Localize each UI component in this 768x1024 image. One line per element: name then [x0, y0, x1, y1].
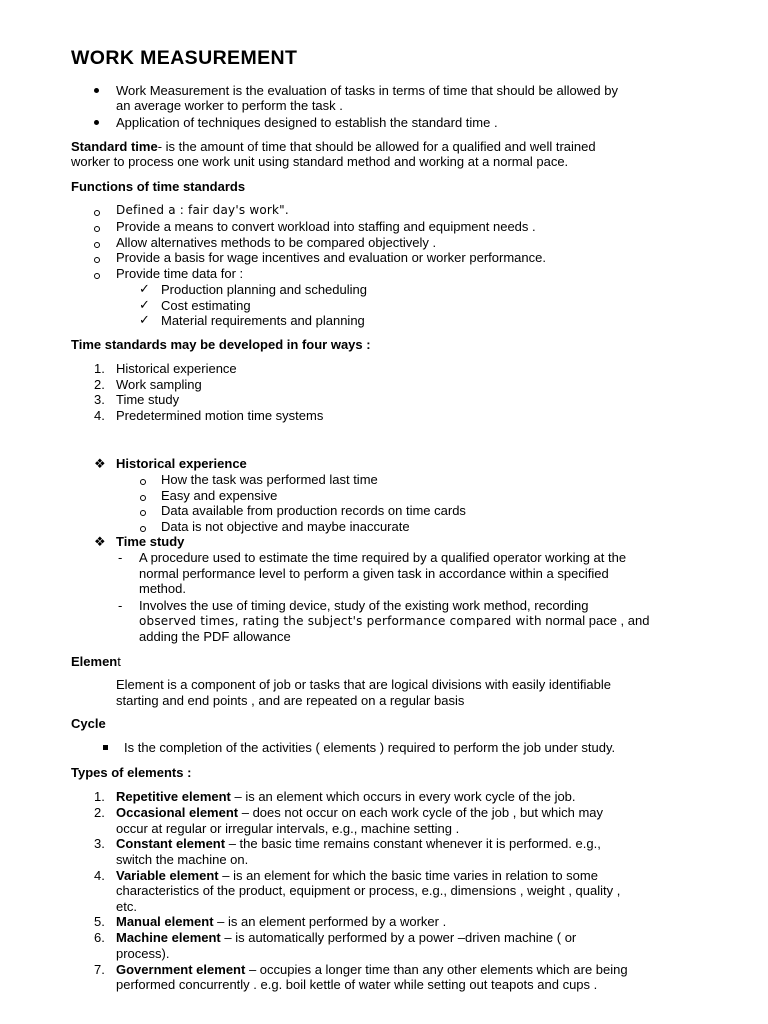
diamond-icon: ❖: [94, 456, 106, 471]
type-item-2: [116, 805, 603, 820]
check-icon: ✓: [139, 312, 150, 327]
function-sub-item-2: Cost estimating: [161, 298, 251, 313]
function-item-3: Allow alternatives methods to be compared objectively .: [116, 235, 437, 250]
time-study-d2-line-3: adding the PDF allowance: [139, 629, 291, 644]
intro-bullet-1-line-2: an average worker to perform the task .: [116, 98, 343, 113]
diamond-icon: ❖: [94, 534, 106, 549]
ways-number: 3.: [94, 392, 105, 407]
type-desc: – does not occur on each work cycle of the job , but which may: [238, 805, 604, 820]
type-item-4-line-3: etc.: [116, 899, 137, 914]
historical-item-1: How the task was performed last time: [161, 472, 378, 487]
element-line-1: Element is a component of job or tasks that are logical divisions with easily identifiable: [116, 677, 611, 692]
time-study-d1-line-3: method.: [139, 581, 186, 596]
sub-bullet-icon: [94, 226, 100, 232]
check-icon: ✓: [139, 281, 150, 296]
type-term: Machine element: [116, 930, 221, 945]
ways-heading: Time standards may be developed in four ways :: [71, 337, 371, 352]
way-item-2: Work sampling: [116, 377, 202, 392]
type-item-2-line-2: occur at regular or irregular intervals, e.g., machine setting .: [116, 821, 460, 836]
sub-bullet-icon: [140, 526, 146, 532]
type-term: Government element: [116, 962, 246, 977]
type-number: 2.: [94, 805, 105, 820]
standard-time-paragraph: [71, 139, 596, 154]
intro-bullet-1-line-1: Work Measurement is the evaluation of tasks in terms of time that should be allowed by: [116, 83, 618, 98]
type-term: Manual element: [116, 914, 214, 929]
ways-number: 1.: [94, 361, 105, 376]
type-item-7: [116, 962, 628, 977]
type-desc: – is an element performed by a worker .: [213, 914, 447, 929]
historical-item-4: Data is not objective and maybe inaccurate: [161, 519, 410, 534]
dash-marker: -: [118, 550, 123, 565]
historical-item-3: Data available from production records on time cards: [161, 503, 466, 518]
function-sub-item-3: Material requirements and planning: [161, 313, 365, 328]
time-study-d2-part-a: observed times, rating the subject's performance compared with: [139, 614, 542, 628]
type-item-3-line-2: switch the machine on.: [116, 852, 249, 867]
type-desc: – is an element which occurs in every work cycle of the job.: [230, 789, 576, 804]
function-item-1: Defined a : fair day's work".: [116, 203, 289, 217]
time-study-heading: Time study: [116, 534, 185, 549]
time-study-d1-line-1: A procedure used to estimate the time required by a qualified operator working at the: [139, 550, 627, 565]
ways-number: 2.: [94, 377, 105, 392]
type-item-4: [116, 868, 598, 883]
type-desc: – occupies a longer time than any other elements which are being: [245, 962, 628, 977]
type-number: 7.: [94, 962, 105, 977]
type-item-1: [116, 789, 576, 804]
types-heading: Types of elements :: [71, 765, 192, 780]
ways-number: 4.: [94, 408, 105, 423]
element-heading-bold: Elemen: [71, 654, 118, 669]
sub-bullet-icon: [140, 479, 146, 485]
element-line-2: starting and end points , and are repeated on a regular basis: [116, 693, 465, 708]
sub-bullet-icon: [94, 273, 100, 279]
historical-item-2: Easy and expensive: [161, 488, 278, 503]
function-item-2: Provide a means to convert workload into staffing and equipment needs .: [116, 219, 536, 234]
type-item-7-line-2: performed concurrently . e.g. boil kettle of water while setting out teapots and cups .: [116, 977, 598, 992]
cycle-heading: Cycle: [71, 716, 106, 731]
standard-time-text: - is the amount of time that should be allowed for a qualified and well trained: [157, 139, 596, 154]
type-desc: – is an element for which the basic time varies in relation to some: [218, 868, 598, 883]
element-heading: [71, 654, 121, 669]
type-number: 3.: [94, 836, 105, 851]
bullet-icon: [94, 88, 99, 93]
standard-time-label: Standard time: [71, 139, 158, 154]
function-item-5: Provide time data for :: [116, 266, 244, 281]
sub-bullet-icon: [140, 510, 146, 516]
time-study-d1-line-2: normal performance level to perform a given task in accordance within a specified: [139, 566, 609, 581]
type-item-6: [116, 930, 576, 945]
intro-bullet-2: Application of techniques designed to establish the standard time .: [116, 115, 498, 130]
time-study-d2-line-2: [139, 613, 649, 629]
type-item-5: [116, 914, 446, 929]
type-desc: – the basic time remains constant whenever it is performed. e.g.,: [225, 836, 601, 851]
check-icon: ✓: [139, 297, 150, 312]
function-sub-item-1: Production planning and scheduling: [161, 282, 367, 297]
time-study-d2-part-b: normal pace , and: [541, 613, 650, 628]
type-desc: – is automatically performed by a power –driven machine ( or: [220, 930, 577, 945]
type-item-6-line-2: process).: [116, 946, 170, 961]
sub-bullet-icon: [94, 210, 100, 216]
bullet-icon: [94, 120, 99, 125]
cycle-item: Is the completion of the activities ( elements ) required to perform the job under study.: [124, 740, 616, 755]
sub-bullet-icon: [94, 257, 100, 263]
type-number: 5.: [94, 914, 105, 929]
element-heading-tail: t: [117, 654, 121, 669]
functions-heading: Functions of time standards: [71, 179, 246, 194]
way-item-1: Historical experience: [116, 361, 237, 376]
sub-bullet-icon: [140, 495, 146, 501]
standard-time-line-2: worker to process one work unit using standard method and working at a normal pace.: [71, 154, 569, 169]
function-item-4: Provide a basis for wage incentives and evaluation or worker performance.: [116, 250, 546, 265]
type-term: Occasional element: [116, 805, 239, 820]
type-number: 6.: [94, 930, 105, 945]
historical-heading: Historical experience: [116, 456, 247, 471]
type-term: Variable element: [116, 868, 219, 883]
type-term: Repetitive element: [116, 789, 231, 804]
type-number: 4.: [94, 868, 105, 883]
square-bullet-icon: [103, 745, 108, 750]
type-item-4-line-2: characteristics of the product, equipment or process, e.g., dimensions , weight , quality ,: [116, 883, 621, 898]
document-title: WORK MEASUREMENT: [71, 47, 298, 69]
way-item-3: Time study: [116, 392, 180, 407]
type-item-3: [116, 836, 601, 851]
type-term: Constant element: [116, 836, 226, 851]
type-number: 1.: [94, 789, 105, 804]
way-item-4: Predetermined motion time systems: [116, 408, 324, 423]
time-study-d2-line-1: Involves the use of timing device, study of the existing work method, recording: [139, 598, 589, 613]
sub-bullet-icon: [94, 242, 100, 248]
dash-marker: -: [118, 598, 123, 613]
